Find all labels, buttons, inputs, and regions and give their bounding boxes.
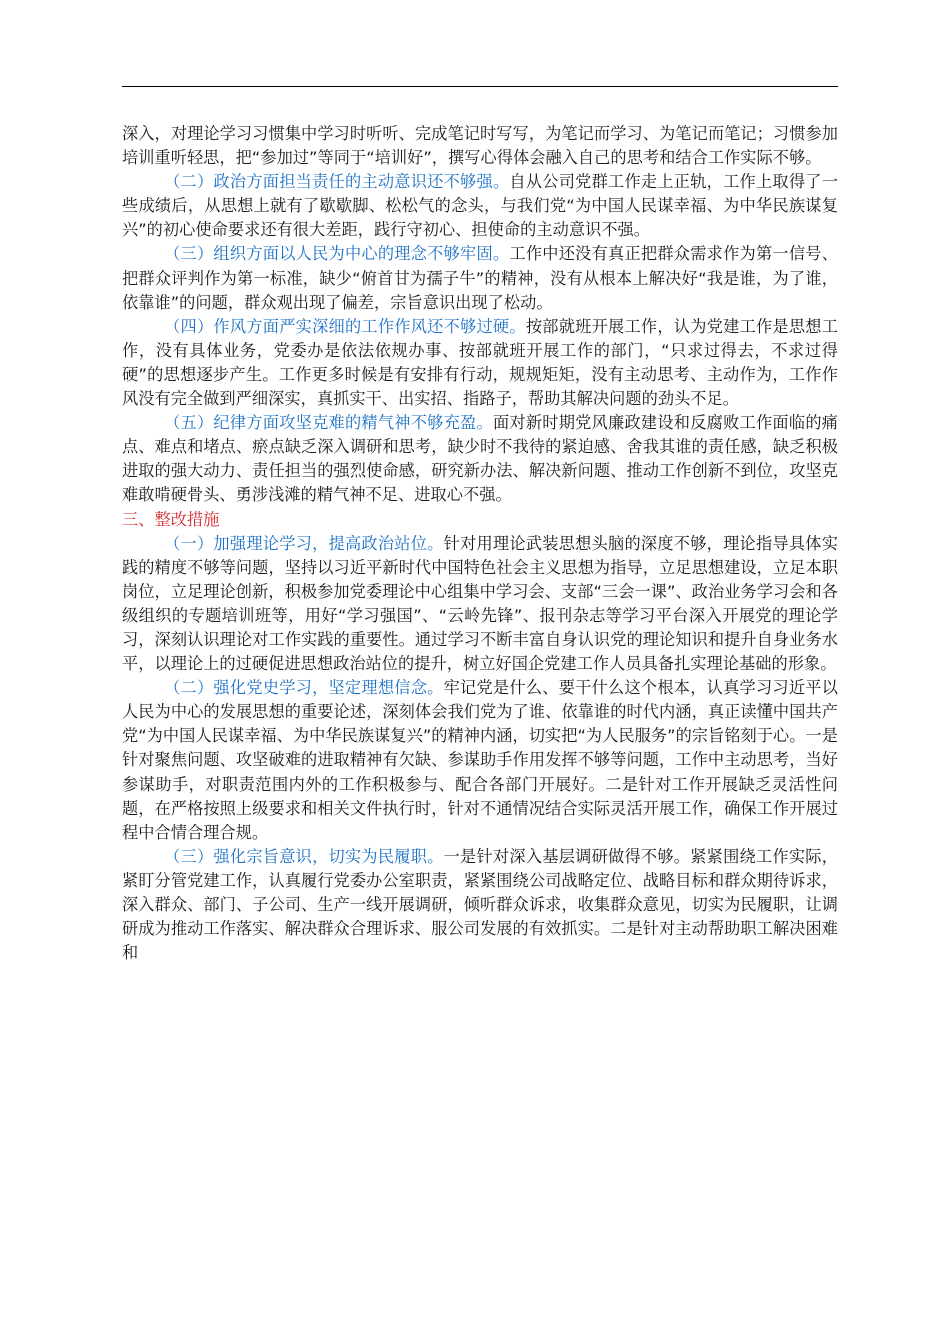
paragraph-style [122, 315, 838, 411]
paragraph-continuation [122, 122, 838, 170]
measure-heading: （一）加强理论学习，提高政治站位。 [164, 533, 444, 553]
paragraph-heading: （三）组织方面以人民为中心的理念不够牢固。 [164, 244, 510, 264]
paragraph-political [122, 170, 838, 242]
measure-text: 牢记党是什么、要干什么这个根本，认真学习习近平以人民为中心的发展思想的重要论述，深刻体会我们党为了谁、依靠谁的时代内涵，真正读懂中国共产党“为中国人民谋幸福、为中华民族谋复兴”的精神内涵，切实把“为人民服务”的宗旨铭刻于心。一是针对聚焦问题、攻坚破难的进取精神有欠缺、参谋助手作用发挥不够等问题，工作中主动思考，当好参谋助手，对职责范围内外的工作积极参与、配合各部门开展好。二是针对工作开展缺乏灵活性问题，在严格按照上级要求和相关文件执行时，针对不通情况结合实际灵活开展工作，确保工作开展过程中合情合理合规。 [122, 678, 838, 842]
paragraph-organization [122, 242, 838, 314]
measure-party-history [122, 676, 838, 845]
measure-text: 针对用理论武装思想头脑的深度不够，理论指导具体实践的精度不够等问题，坚持以习近平新时代中国特色社会主义思想为指导，立足思想建设，立足本职岗位，立足理论创新，积极参加党委理论中心组集中学习会、支部“三会一课”、政治业务学习会和各级组织的专题培训班等，用好“学习强国”、“云岭先锋”、报刊杂志等学习平台深入开展党的理论学习，深刻认识理论对工作实践的重要性。通过学习不断丰富自身认识党的理论知识和提升自身业务水平，以理论上的过硬促进思想政治站位的提升，树立好国企党建工作人员具备扎实理论基础的形象。 [122, 533, 838, 674]
document-body [122, 122, 838, 965]
measure-theory-study [122, 532, 838, 677]
paragraph-text: 面对新时期党风廉政建设和反腐败工作面临的痛点、难点和堵点、瘀点缺乏深入调研和思考，缺少时不我待的紧迫感、舍我其谁的责任感，缺乏积极进取的强大动力、责任担当的强烈使命感，研究新办法、解决新问题、推动工作创新不到位，攻坚克难敢啃硬骨头、勇涉浅滩的精气神不足、进取心不强。 [122, 413, 838, 505]
paragraph-text: 深入，对理论学习习惯集中学习时听听、完成笔记时写写，为笔记而学习、为笔记而笔记；习惯参加培训重听轻思，把“参加过”等同于“培训好”，撰写心得体会融入自己的思考和结合工作实际不够。 [122, 124, 838, 168]
paragraph-heading: （四）作风方面严实深细的工作作风还不够过硬。 [164, 316, 526, 336]
measure-heading: （三）强化宗旨意识，切实为民履职。 [164, 846, 444, 866]
paragraph-heading: （五）纪律方面攻坚克难的精气神不够充盈。 [164, 413, 493, 433]
measure-purpose-awareness [122, 845, 838, 965]
measure-heading: （二）强化党史学习，坚定理想信念。 [164, 678, 444, 698]
section-title: 三、整改措施 [122, 509, 220, 529]
header-rule [122, 86, 838, 87]
measure-text: 一是针对深入基层调研做得不够。紧紧围绕工作实际，紧盯分管党建工作，认真履行党委办公室职责，紧紧围绕公司战略定位、战略目标和群众期待诉求，深入群众、部门、子公司、生产一线开展调研，倾听群众诉求，收集群众意见，切实为民履职，让调研成为推动工作落实、解决群众合理诉求、服公司发展的有效抓实。二是针对主动帮助职工解决困难和 [122, 846, 838, 963]
paragraph-text: 按部就班开展工作，认为党建工作是思想工作，没有具体业务，党委办是依法依规办事、按部就班开展工作的部门，“只求过得去，不求过得硬”的思想逐步产生。工作更多时候是有安排有行动，规规矩矩，没有主动思考、主动作为，工作作风没有完全做到严细深实，真抓实干、出实招、指路子，帮助其解决问题的劲头不足。 [122, 316, 838, 409]
paragraph-text: 工作中还没有真正把群众需求作为第一信号、把群众评判作为第一标准，缺少“俯首甘为孺子牛”的精神，没有从根本上解决好“我是谁，为了谁，依靠谁”的问题，群众观出现了偏差，宗旨意识出现了松动。 [122, 244, 838, 312]
paragraph-text: 自从公司党群工作走上正轨，工作上取得了一些成绩后，从思想上就有了歇歇脚、松松气的念头，与我们党“为中国人民谋幸福、为中华民族谋复兴”的初心使命要求还有很大差距，践行守初心、担使命的主动意识不强。 [122, 172, 838, 240]
paragraph-heading: （二）政治方面担当责任的主动意识还不够强。 [164, 172, 510, 192]
paragraph-discipline [122, 411, 838, 507]
